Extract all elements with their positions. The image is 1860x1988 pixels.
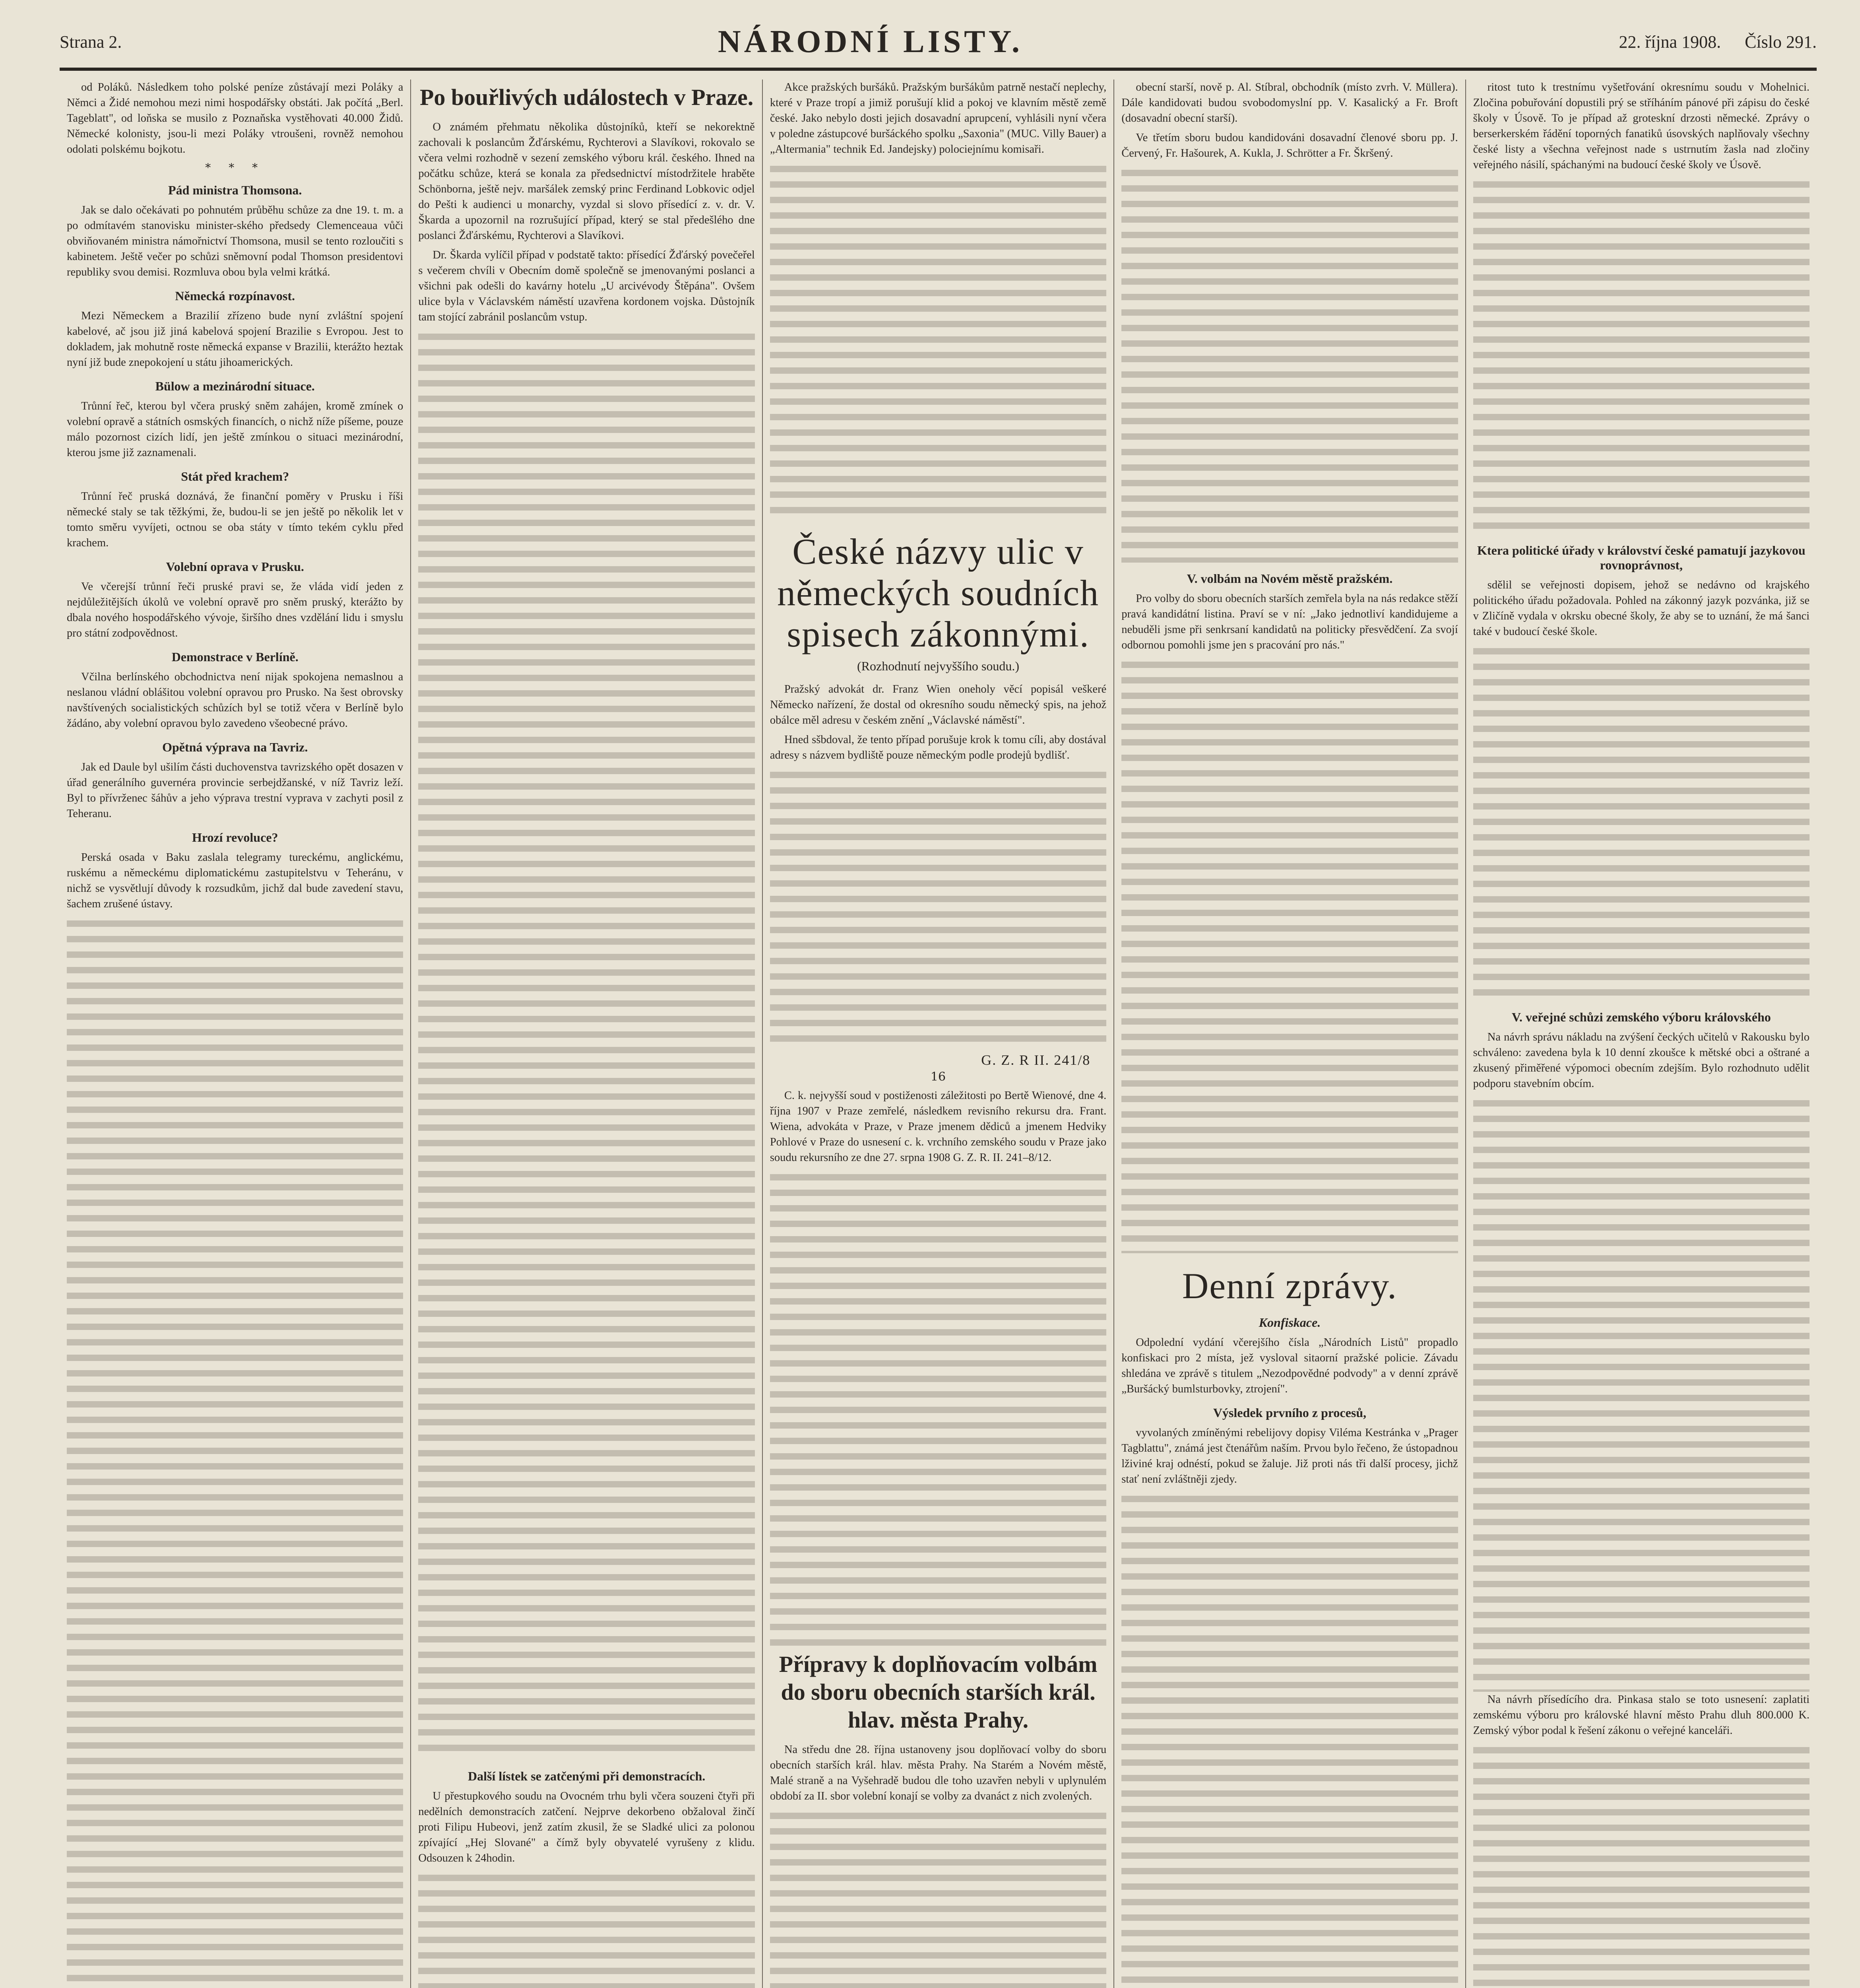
case-reference: G. Z. R II. 241/8 (981, 1052, 1091, 1068)
article-heading: Demonstrace v Berlíně. (171, 650, 299, 664)
article-text: Včilna berlínského obchodnictva není nijak spokojena nemaslnou a neslanou vládní oblášitou volební opravou pro Prusko. Na šest obrovsky navštívených socialistických schůzích byl se totiž včera v Berlíně bylo žádáno, aby volební opravou bylo zavedeno všeobecné právo. (67, 671, 403, 730)
article-heading: Bülow a mezinárodní situace. (155, 379, 315, 393)
body-text-block (1121, 1491, 1458, 1988)
issue-number: Číslo 291. (1745, 32, 1817, 52)
article-text: Ve včerejší trůnní řeči pruské pravi se, že vláda vidí jeden z nejdůležitějších úkolů ve volební opravě pro sněm pruský, kterážto by dbala nového hospodářského vývoje, širšího dnes vzdělání lidu i smyslu pro státní zodpovědnost. (67, 580, 403, 639)
article-heading: Pád ministra Thomsona. (168, 183, 302, 197)
article-text: Akce pražských buršáků. Pražským buršákům patrně nestačí neplechy, které v Praze tropí a jimiž porušují klid a pokoj ve klavním městě země české. Jako nebylo dosti jejich dosavadní aprupcení, vyhlásili nyní včera v poledne zástupcové buršáckého spolku „Saxonia" (MUC. Villy Bauer) a „Altermania" technik Ed. Jandejsky) polociejnímu komisaři. (770, 81, 1107, 155)
article-heading: Hrozí revoluce? (192, 830, 278, 845)
body-text-block (770, 161, 1106, 519)
masthead (60, 16, 1817, 71)
article-heading: Stát před krachem? (181, 469, 289, 483)
body-text-block (1473, 1742, 1810, 1988)
article-text: Na návrh přísedícího dra. Pinkasa stalo se toto usnesení: zaplatiti zemskému výboru pro královské hlavní město Prahu dluh 800.000 K. Zemský výbor podal k řešení zákonu o veřejné kanceláři. (1473, 1693, 1810, 1737)
body-text-block (1473, 1095, 1810, 1692)
article-text: Hned sšbdoval, že tento případ porušuje krok k tomu cíli, aby dostával adresy s názvem bydliště pouze německým podle prodejů bydlišť. (770, 734, 1107, 761)
column-4 (1114, 80, 1466, 1988)
article-heading: Další lístek se zatčenými při demonstracích. (467, 1769, 706, 1783)
article-text: Mezi Německem a Brazilií zřízeno bude nyní zvláštní spojení kabelové, ač jsou již jiná kabelová spojení Brazilie s Evropou. Jest to dokladem, jak mohutně roste německá expanse v Brazilii, kterážto heztak nyní již bude znepokojení u státu jihoamerických. (67, 310, 403, 369)
columns (60, 80, 1817, 1988)
page-number: Strana 2. (60, 32, 122, 52)
article-text: od Poláků. Následkem toho polské peníze zůstávají mezi Poláky a Němci a Židé nemohou mezi nimi hospodářsky obstáti. Jak počítá „Berl. Tageblatt", od loňska se musilo z Poznaňska vystěhovati 40.000 Židů. Německé kolonisty, jsou-li mezi Poláky vtroušeni, rovněž nemohou odolati polskému bojkotu. (67, 81, 403, 155)
article-headline: České názvy ulic v německých soudních spisech zákonnými. (777, 531, 1100, 654)
section-headline: Denní zprávy. (1182, 1266, 1397, 1306)
body-text-block (1121, 165, 1458, 563)
article-subtitle: (Rozhodnutí nejvyššího soudu.) (857, 659, 1019, 673)
article-text: ritost tuto k trestnímu vyšetřování okresnímu soudu v Mohelnici. Zločina pobuřování dopustili prý se stříháním pánové při zápisu do české školy v Úsově. To je případ až groteskní drzosti německé. Zprávy o berserkerském řádění toporných fanatiků úsovských naplňovaly všechny české listy a všechna veřejnost nade s ustrnutím žasla nad zločiny veřejného násilí, spáchanými na budoucí české školy ve Úsově. (1473, 81, 1810, 171)
body-text-block (418, 1870, 754, 1988)
article-text: Na návrh správu nákladu na zvýšení čeckých učitelů v Rakousku bylo schváleno: zavedena byla k 10 denní zkoušce k mětské obci a oštrané a zkusený přiměřené výpomoci obecním zdejším. Bylo rozhodnuto udělit podporu stavebním obcím. (1473, 1031, 1810, 1090)
article-text: obecní starší, nově p. Al. Stíbral, obchodník (místo zvrh. V. Müllera). Dále kandidovati budou svobodomyslní pp. V. Kasalický a Fr. Broft (dosavadní obecní starší). (1121, 81, 1458, 124)
article-text: Ve třetím sboru budou kandidováni dosavadní členové sboru pp. J. Červený, Fr. Hašourek, A. Kukla, J. Schrötter a Fr. Škršený. (1121, 132, 1458, 159)
article-heading: V. veřejné schůzi zemského výboru královského (1511, 1010, 1771, 1024)
article-text: Pražský advokát dr. Franz Wien oneholy věcí popisál veškeré Německo nařízení, že dostal od okresního soudu německý spis, na jehož obálce měl adresu v českém znění „Václavské náměstí". (770, 683, 1107, 726)
article-heading: Výsledek prvního z procesů, (1213, 1406, 1367, 1420)
article-heading: V. volbám na Novém městě pražském. (1187, 571, 1393, 586)
issue-date: 22. října 1908. (1619, 32, 1721, 52)
article-heading: Opětná výprava na Tavriz. (162, 740, 308, 754)
column-3 (763, 80, 1114, 1988)
case-reference-number: 16 (930, 1070, 946, 1084)
article-text: sdělil se veřejnosti dopisem, jehož se nedávno od krajského politického úřadu požadovala. Pohled na zákonný jazyk pozvánka, již se v Zličíně vydala v okrsku obecné školy, že aby se to uznání, že má šanci také v budoucí české škole. (1473, 579, 1810, 638)
newspaper-title: NÁRODNÍ LISTY. (718, 24, 1023, 59)
article-text: U přestupkového soudu na Ovocném trhu byli včera souzeni čtyři při nedělních demonstracích zatčení. Nejprve dekorbeno obžaloval žinčí proti Filipu Hubeovi, jenž zatím zkusil, že se Sladké ulici za polonou zpívající „Hej Slované" a čímž byly obyvatelé vyrušeny z klidu. Odsouzen k 24hodin. (418, 1790, 755, 1864)
article-headline: Po bouřlivých událostech v Praze. (419, 84, 754, 110)
article-text: C. k. nejvyšší soud v postiženosti záležitosti po Bertě Wienové, dne 4. října 1907 v Praze zemřelé, následkem revisního rekursu dra. Frant. Wiena, advokáta v Praze, v Praze jmenem dědiců a jmenem Hedviky Pohlové v Praze do usnesení c. k. vrchního zemského soudu v Praze jako soudu rekursního ze dne 27. srpna 1908 G. Z. R. II. 241–8/12. (770, 1089, 1107, 1164)
body-text-block (1121, 657, 1458, 1253)
article-heading: Volební oprava v Prusku. (166, 559, 304, 574)
article-text: Trůnní řeč, kterou byl včera pruský sněm zahájen, kromě zmínek o volební opravě a státních osmských financích, o nichž níže píšeme, pouze málo pozornost cizích lidí, jen ještě zmínkou o situaci mezinárodní, kterou jsme již zaznamenali. (67, 400, 403, 459)
body-text-block (418, 329, 754, 1760)
article-headline: Přípravy k doplňovacím volbám do sboru obecních starších král. hlav. města Prahy. (779, 1651, 1098, 1733)
column-1 (60, 80, 411, 1988)
article-heading: Konfiskace. (1259, 1315, 1321, 1330)
article-text: Jak ed Daule byl ušilím části duchovenstva tavrizského opět dosazen v úřad generálního guvernéra provincie serbejdžanské, v níž Tavriz leží. Byl to přívrženec šáhův a jeho výprava trestní vyprava v zachyti posil z Teheranu. (67, 761, 403, 820)
body-text-block (67, 916, 403, 1988)
article-text: Jak se dalo očekávati po pohnutém průběhu schůze za dne 19. t. m. a po odmítavém stanovisku minister-ského předsedy Clemenceaua vůči obviňovaném ministra námořnictví Thomsona, musil se tento rozloučiti s kabinetem. Ještě večer po schůzi sněmovní podal Thomson presidentovi republiky svou demisi. Rozmluva obou byla velmi krátká. (67, 204, 403, 278)
body-text-block (1473, 643, 1810, 1001)
article-text: Trůnní řeč pruská doznává, že finanční poměry v Prusku i říši německé staly se tak těžkými, že, budou-li se jen ještě po několik let v tomto směru vyvíjeti, octnou se oba státy v tímto tekém cyklu před krachem. (67, 490, 403, 549)
article-text: Pro volby do sboru obecních starších zemřela byla na nás redakce stěží pravá kandidátní listina. Praví se v ní: „Jako jednotliví kandidujeme a nebuděli jsme při senkrsaní kandidatů na politicky přesvědčení. Za svojí odbornou pomohli jsme jen s pracování pro nás." (1121, 592, 1458, 651)
article-heading: Německá rozpínavost. (175, 289, 295, 303)
body-text-block (770, 767, 1106, 1045)
body-text-block (770, 1169, 1106, 1646)
body-text-block (1473, 177, 1810, 534)
separator: * * * (205, 161, 265, 174)
body-text-block (770, 1808, 1106, 1988)
article-text: Odpolední vydání včerejšího čísla „Národních Listů" propadlo konfiskaci pro 2 místa, jež vysloval sitaorní pražské policie. Závadu shledána ve zprávě s titulem „Nezodpovědné podvody" a v denní zprávě „Buršácký bumlsturbovky, ztrojení". (1121, 1336, 1458, 1395)
column-2 (411, 80, 762, 1988)
article-text: O známém přehmatu několika důstojníků, kteří se nekorektně zachovali k poslancům Žďárskému, Rychterovi a Slavíkovi, rokovalo se včera velmi rozhodně v sezení zemského výboru král. českého. Ihned na počátku schůze, která se konala za předsednictví místodržitele hraběte Schönborna, ještě nejv. maršálek zemský princ Ferdinand Lobkovic odjel do Pešti k audienci u monarchy, vyzdal si slovo přísedící z. v. dr. V. Škarda a upozornil na rozrušující případ, který se stal předešlého dne poslanci Žďárskému, Rychterovi a Slavíkovi. (418, 121, 755, 242)
article-text: vyvolaných zmíněnými rebelijovy dopisy Viléma Kestránka v „Prager Tagblattu", známá jest čtenářům naším. Prvou bylo řečeno, že ústopadnou lživiné kraj odnéstí, pokud se žaluje. Již proti nás tři další procesy, jichž stať není zvláštněji zjedy. (1121, 1427, 1458, 1485)
column-5 (1466, 80, 1817, 1988)
article-text: Dr. Škarda vylíčil případ v podstatě takto: přísedící Žďárský povečeřel s večerem chvíli v Obecním domě společně se jmenovanými poslanci a všichni pak odešli do kavárny hotelu „U arcivévody Štěpána". Ovšem ulice byla v Václavském náměstí uzavřena kordonem vojska. Důstojník tam stojící zabránil poslancům vstup. (418, 249, 755, 323)
date-issue (1619, 32, 1817, 52)
article-text: Na středu dne 28. října ustanoveny jsou doplňovací volby do sboru obecních starších král. hlav. města Prahy. Na Starém a Novém městě, Malé straně a na Vyšehradě budou dle toho uzavřen nebyli v uplynulém období za II. sbor volební konají se volby za dvanáct z nich zvolených. (770, 1743, 1107, 1802)
article-heading: Ktera politické úřady v království české pamatují jazykovou rovnoprávnost, (1477, 543, 1806, 572)
article-text: Perská osada v Baku zaslala telegramy tureckému, anglickému, ruskému a německému diplomatickému zastupitelstvu v Teheránu, v nichž se vysvětlují důvody k rozsudkům, jichž dal bude zavedení stavu, šachem zrušené ústavy. (67, 851, 403, 910)
